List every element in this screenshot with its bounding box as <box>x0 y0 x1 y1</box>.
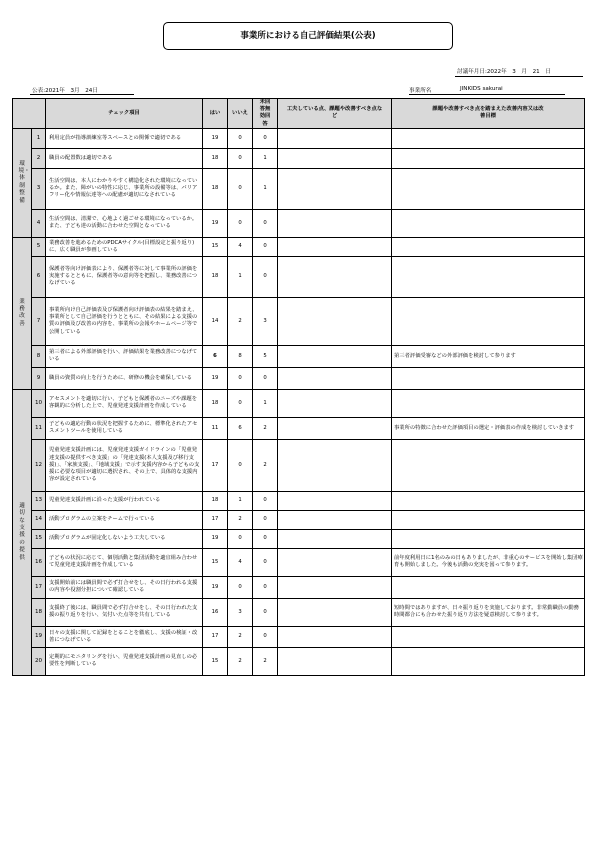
table-row <box>13 548 585 576</box>
unanswered-count: 2 <box>253 647 278 675</box>
no-count: 0 <box>228 367 253 389</box>
unanswered-count: 0 <box>253 237 278 256</box>
office-name: JINKIDS sakurai <box>460 86 503 92</box>
group-label-cell <box>13 128 32 237</box>
table-row <box>13 647 585 675</box>
unanswered-count: 1 <box>253 148 278 168</box>
efforts-note <box>278 128 392 148</box>
item-text: 児童発達支援計画に沿った支援が行われている <box>46 491 203 510</box>
yes-count: 15 <box>203 237 228 256</box>
no-count: 0 <box>228 439 253 491</box>
yes-count: 19 <box>203 576 228 598</box>
unanswered-count: 1 <box>253 389 278 417</box>
unanswered-count: 0 <box>253 626 278 647</box>
header-row <box>13 99 585 129</box>
table-row <box>13 367 585 389</box>
table-row <box>13 598 585 626</box>
efforts-note <box>278 647 392 675</box>
improvements-note <box>392 297 585 345</box>
yes-count: 18 <box>203 148 228 168</box>
published-date: 公表:2021年 3月 24日 <box>32 88 98 94</box>
item-text: 職員の資質の向上を行うために、研修の機会を確保している <box>46 367 203 389</box>
item-text: 業務改善を進めるためのPDCAサイクル(目標設定と振り返り)に、広く職員が参画している <box>46 237 203 256</box>
item-number: 7 <box>32 297 46 345</box>
item-number: 20 <box>32 647 46 675</box>
item-text: 生活空間は、清潔で、心地よく過ごせる環境になっているか。また、子ども達の活動に合わせた空間となっている <box>46 209 203 237</box>
table-row <box>13 529 585 548</box>
item-number: 4 <box>32 209 46 237</box>
improvements-note <box>392 491 585 510</box>
published-date-underline <box>30 94 134 95</box>
efforts-note <box>278 598 392 626</box>
item-text: 活動プログラムの立案をチームで行っている <box>46 510 203 529</box>
table-row <box>13 439 585 491</box>
table-row <box>13 237 585 256</box>
unanswered-count: 0 <box>253 209 278 237</box>
improvements-note <box>392 510 585 529</box>
yes-count: 17 <box>203 439 228 491</box>
efforts-note <box>278 529 392 548</box>
unanswered-count: 0 <box>253 529 278 548</box>
office-label: 事業所名 <box>409 88 432 94</box>
efforts-note <box>278 168 392 209</box>
header-unanswered-label: 未回答無効回答 <box>259 99 271 127</box>
item-number: 17 <box>32 576 46 598</box>
document-title: 事業所における自己評価結果(公表) <box>163 22 453 50</box>
item-text: 児童発達支援計画には、児童発達支援ガイドラインの「児童発達支援の提供すべき支援」の「発達支援(本人支援及び移行支援)」、「家族支援」、「地域支援」で示す支援内容から子どもの支援に必要な項目が適切に選択され、その上で、具体的な支援内容が設定されている <box>46 439 203 491</box>
no-count: 4 <box>228 548 253 576</box>
unanswered-count: 0 <box>253 128 278 148</box>
item-number: 19 <box>32 626 46 647</box>
header-check-item: チェック項目 <box>46 99 203 129</box>
table-row <box>13 148 585 168</box>
group-label: 適切な支援の提供 <box>19 502 25 561</box>
yes-count: 18 <box>203 389 228 417</box>
improvements-note <box>392 389 585 417</box>
yes-count: 19 <box>203 367 228 389</box>
improvements-note <box>392 148 585 168</box>
efforts-note <box>278 345 392 367</box>
efforts-note <box>278 510 392 529</box>
group-label: 環境・体制整備 <box>18 160 30 204</box>
yes-count: 11 <box>203 417 228 439</box>
unanswered-count: 0 <box>253 491 278 510</box>
item-text: アセスメントを適切に行い、子どもと保護者のニーズや課題を客観的に分析した上で、児童発達支援計画を作成している <box>46 389 203 417</box>
item-number: 6 <box>32 256 46 297</box>
no-count: 0 <box>228 389 253 417</box>
item-number: 10 <box>32 389 46 417</box>
item-number: 8 <box>32 345 46 367</box>
item-number: 15 <box>32 529 46 548</box>
efforts-note <box>278 237 392 256</box>
item-text: 保護者等向け評価表により、保護者等に対して事業所の評価を実施するとともに、保護者等の意向等を把握し、業務改善につなげている <box>46 256 203 297</box>
improvements-note <box>392 209 585 237</box>
no-count: 8 <box>228 345 253 367</box>
yes-count: 17 <box>203 626 228 647</box>
yes-count: 19 <box>203 209 228 237</box>
yes-count: 18 <box>203 168 228 209</box>
item-text: 子どもの状況に応じて、個別活動と集団活動を適宜組み合わせて児童発達支援計画を作成している <box>46 548 203 576</box>
group-label-cell <box>13 237 32 389</box>
item-text: 第三者による外部評価を行い、評価結果を業務改善につなげている <box>46 345 203 367</box>
unanswered-count: 1 <box>253 168 278 209</box>
improvements-note <box>392 128 585 148</box>
no-count: 2 <box>228 647 253 675</box>
unanswered-count: 0 <box>253 367 278 389</box>
table-body <box>13 128 585 675</box>
table-row <box>13 297 585 345</box>
item-number: 13 <box>32 491 46 510</box>
efforts-note <box>278 148 392 168</box>
unanswered-count: 2 <box>253 439 278 491</box>
efforts-note <box>278 417 392 439</box>
item-number: 16 <box>32 548 46 576</box>
item-number: 18 <box>32 598 46 626</box>
improvements-note <box>392 626 585 647</box>
no-count: 0 <box>228 128 253 148</box>
yes-count: 14 <box>203 297 228 345</box>
no-count: 0 <box>228 209 253 237</box>
no-count: 2 <box>228 297 253 345</box>
table-row <box>13 256 585 297</box>
no-count: 1 <box>228 256 253 297</box>
improvements-note <box>392 367 585 389</box>
meeting-date: 討議年月日:2022年 3 月 21 日 <box>457 69 551 75</box>
efforts-note <box>278 209 392 237</box>
header-blank <box>13 99 46 129</box>
improvements-note <box>392 439 585 491</box>
unanswered-count: 2 <box>253 417 278 439</box>
unanswered-count: 5 <box>253 345 278 367</box>
office-underline <box>409 94 565 95</box>
efforts-note <box>278 548 392 576</box>
self-evaluation-table <box>12 98 585 676</box>
no-count: 2 <box>228 510 253 529</box>
table-row <box>13 209 585 237</box>
efforts-note <box>278 491 392 510</box>
efforts-note <box>278 389 392 417</box>
header-efforts: 工夫している点、課題や改善すべき点など <box>278 99 392 129</box>
efforts-note <box>278 576 392 598</box>
item-text: 活動プログラムが固定化しないよう工夫している <box>46 529 203 548</box>
table-row <box>13 510 585 529</box>
item-text: 利用定員が指導訓練室等スペースとの関係で適切である <box>46 128 203 148</box>
item-number: 9 <box>32 367 46 389</box>
item-text: 定期的にモニタリングを行い、児童発達支援計画の見直しの必要性を判断している <box>46 647 203 675</box>
table-row <box>13 626 585 647</box>
improvements-note <box>392 256 585 297</box>
table-row <box>13 576 585 598</box>
group-label: 業務改善 <box>19 298 25 327</box>
item-text: 生活空間は、本人にわかりやすく構造化された環境になっているか。また、障がいの特性に応じ、事業所の設備等は、バリアフリー化や情報伝達等への配慮が適切になされている <box>46 168 203 209</box>
item-number: 11 <box>32 417 46 439</box>
item-text: 支援終了後には、職員間で必ず打合せをし、その日行われた支援の振り返りを行い、気付いた点等を共有している <box>46 598 203 626</box>
header-unanswered <box>253 99 278 129</box>
item-text: 職員の配置数は適切である <box>46 148 203 168</box>
improvements-note <box>392 168 585 209</box>
yes-count: 6 <box>203 345 228 367</box>
table-row <box>13 128 585 148</box>
unanswered-count: 0 <box>253 510 278 529</box>
unanswered-count: 0 <box>253 256 278 297</box>
yes-count: 19 <box>203 128 228 148</box>
unanswered-count: 0 <box>253 576 278 598</box>
efforts-note <box>278 439 392 491</box>
item-number: 5 <box>32 237 46 256</box>
efforts-note <box>278 367 392 389</box>
improvements-note <box>392 576 585 598</box>
efforts-note <box>278 256 392 297</box>
header-no: いいえ <box>228 99 253 129</box>
item-text: 事業所向け自己評価表及び保護者向け評価表の結果を踏まえ、事業所として自己評価を行うとともに、その結果による支援の質の評価及び改善の内容を、事業所の会報やホームページ等で公開している <box>46 297 203 345</box>
no-count: 0 <box>228 168 253 209</box>
table-row <box>13 345 585 367</box>
unanswered-count: 0 <box>253 598 278 626</box>
improvements-note <box>392 647 585 675</box>
no-count: 0 <box>228 529 253 548</box>
no-count: 6 <box>228 417 253 439</box>
yes-count: 19 <box>203 529 228 548</box>
item-number: 1 <box>32 128 46 148</box>
efforts-note <box>278 626 392 647</box>
improvements-note: 短時間ではありますが、日々振り返りを実施しております。非常勤職員の勤務時間都合にも合わせた振り返り方法を疑意検討して参ります。 <box>392 598 585 626</box>
improvements-note <box>392 529 585 548</box>
header-yes: はい <box>203 99 228 129</box>
yes-count: 17 <box>203 510 228 529</box>
table-row <box>13 389 585 417</box>
no-count: 3 <box>228 598 253 626</box>
no-count: 0 <box>228 148 253 168</box>
item-number: 2 <box>32 148 46 168</box>
no-count: 2 <box>228 626 253 647</box>
no-count: 4 <box>228 237 253 256</box>
yes-count: 15 <box>203 548 228 576</box>
yes-count: 18 <box>203 256 228 297</box>
item-number: 12 <box>32 439 46 491</box>
yes-count: 15 <box>203 647 228 675</box>
efforts-note <box>278 297 392 345</box>
group-label-cell <box>13 389 32 675</box>
item-number: 14 <box>32 510 46 529</box>
yes-count: 16 <box>203 598 228 626</box>
table-row <box>13 168 585 209</box>
unanswered-count: 0 <box>253 548 278 576</box>
item-number: 3 <box>32 168 46 209</box>
meeting-date-underline <box>455 76 583 77</box>
no-count: 0 <box>228 576 253 598</box>
improvements-note: 第三者評価受審などの外部評価を検討して参ります <box>392 345 585 367</box>
yes-count: 18 <box>203 491 228 510</box>
table-row <box>13 491 585 510</box>
improvements-note: 前年度利用日に1名のみの日もありましたが、非重心のサービスを開始し集団療育も開始しました。今後も活動の充実を図って参ります。 <box>392 548 585 576</box>
improvements-note <box>392 237 585 256</box>
unanswered-count: 3 <box>253 297 278 345</box>
item-text: 日々の支援に関して記録をとることを徹底し、支援の検証・改善につなげている <box>46 626 203 647</box>
no-count: 1 <box>228 491 253 510</box>
improvements-note: 事業所の特徴に合わせた評価項目の選定・評価表の作成を検討していきます <box>392 417 585 439</box>
table-row <box>13 417 585 439</box>
item-text: 子どもの適応行動の状況を把握するために、標準化されたアセスメントツールを使用している <box>46 417 203 439</box>
header-improvements: 課題や改善すべき点を踏まえた改善内容又は改善目標 <box>392 99 585 129</box>
item-text: 支援開始前には職員間で必ず打合せをし、その日行われる支援の内容や役割分担について確認している <box>46 576 203 598</box>
